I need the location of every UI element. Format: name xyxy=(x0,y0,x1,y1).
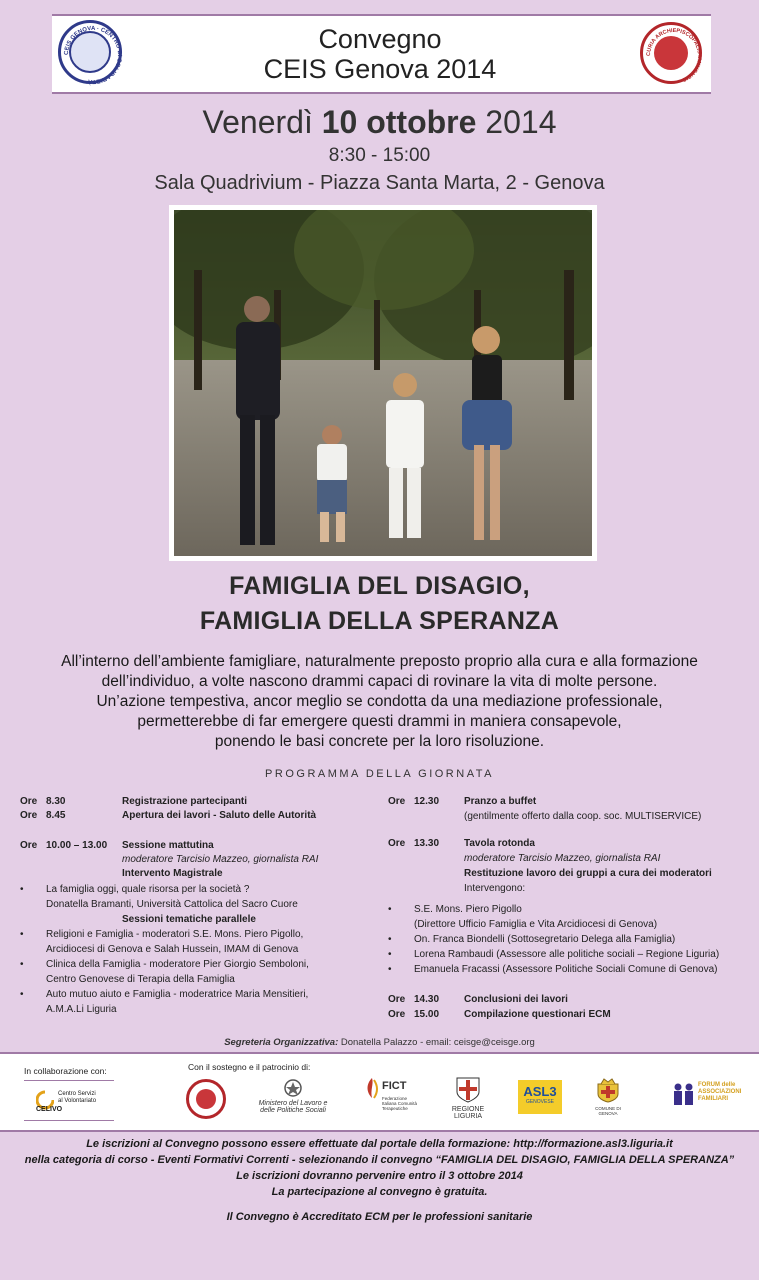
sub-heading: Sessioni tematiche parallele xyxy=(122,914,256,925)
asl3-name: ASL3 xyxy=(523,1084,557,1099)
footer-line: Il Convegno è Accreditato ECM per le professioni sanitarie xyxy=(226,1211,533,1223)
time-label: 12.30 xyxy=(414,796,440,807)
programme-title: PROGRAMMA DELLA GIORNATA xyxy=(265,768,494,780)
event-time: 8:30 - 15:00 xyxy=(328,145,431,166)
celivo-text: Centro Servizi al Volontariato xyxy=(58,1091,97,1104)
speaker-item: • S.E. Mons. Piero Pigollo xyxy=(414,902,522,917)
event-label: Pranzo a buffet xyxy=(464,796,537,807)
footer-line: Le iscrizioni dovranno pervenire entro il 3 ottobre 2014 xyxy=(236,1170,523,1182)
schedule-right xyxy=(388,794,748,1024)
celivo-logo xyxy=(30,1088,120,1116)
session-item-detail: Centro Genovese di Terapia della Famiglia xyxy=(46,974,235,985)
family-photo xyxy=(174,210,592,556)
event-date xyxy=(0,104,759,141)
time-label: 14.30 xyxy=(414,994,440,1005)
secretariat-contact: Donatella Palazzo - email: ceisge@ceisge.org xyxy=(338,1037,535,1048)
ore-label: Ore xyxy=(388,796,406,807)
svg-text:CURIA ARCHIEPISCOPALIS IANUENS: CURIA ARCHIEPISCOPALIS IANUENSIS xyxy=(645,27,703,83)
comune-crest-icon xyxy=(593,1078,623,1104)
ministero-text: Ministero del Lavoro e delle Politiche Sociali xyxy=(258,1100,328,1114)
speaker-item: • On. Franca Biondelli (Sottosegretario Delega alla Famiglia) xyxy=(414,932,675,947)
intro-line: permetterebbe di far emergere questi drammi in maniera consapevole, xyxy=(137,713,622,730)
event-label: Conclusioni dei lavori xyxy=(464,994,568,1005)
date-suffix: 2014 xyxy=(485,104,557,140)
time-label: 15.00 xyxy=(414,1009,440,1020)
time-label: 8.45 xyxy=(46,810,66,821)
fict-name: FICT xyxy=(382,1080,407,1092)
footer-line: La partecipazione al convegno è gratuita. xyxy=(271,1186,488,1198)
speaker-item: • Lorena Rambaudi (Assessore alle politiche sociali – Regione Liguria) xyxy=(414,947,719,962)
ceis-logo-ring-text xyxy=(61,23,125,87)
comune-text: COMUNE DI GENOVA xyxy=(595,1106,621,1116)
secretariat-label: Segreteria Organizzativa: xyxy=(224,1037,339,1048)
ore-label: Ore xyxy=(20,840,38,851)
title-line2: CEIS Genova 2014 xyxy=(263,54,497,84)
headline-line2: FAMIGLIA DELLA SPERANZA xyxy=(199,607,560,635)
session-item: • Clinica della Famiglia - moderatore Pier Giorgio Semboloni, xyxy=(46,957,309,972)
title-line1: Convegno xyxy=(318,24,442,54)
session-item-detail: A.M.A.Li Liguria xyxy=(46,1004,117,1015)
speakers-label: Intervengono: xyxy=(464,883,526,894)
ore-label: Ore xyxy=(388,994,406,1005)
ore-label: Ore xyxy=(388,838,406,849)
intro-line: All’interno dell’ambiente famigliare, naturalmente preposto proprio alla cura e alla formazione xyxy=(61,653,698,670)
event-label: Sessione mattutina xyxy=(122,840,214,851)
intro-line: ponendo le basi concrete per la loro risoluzione. xyxy=(214,733,545,750)
curia-logo xyxy=(640,22,702,84)
speaker-item-detail: (Direttore Ufficio Famiglia e Vita Arcidiocesi di Genova) xyxy=(414,919,658,930)
footer-line: Le iscrizioni al Convegno possono essere effettuate dal portale della formazione: http://formazione.asl3.liguria.it xyxy=(86,1138,673,1150)
date-prefix: Venerdì xyxy=(202,104,313,140)
collab-divider xyxy=(24,1120,114,1121)
speaker-item: • Emanuela Fracassi (Assessore Politiche Sociali Comune di Genova) xyxy=(414,962,717,977)
forum-text: FORUM delle ASSOCIAZIONI FAMILIARI xyxy=(698,1082,742,1102)
moderator-label: moderatore Tarcisio Mazzeo, giornalista RAI xyxy=(122,854,319,865)
talk-item: • La famiglia oggi, quale risorsa per la società ? xyxy=(46,882,249,897)
intro-line: dell’individuo, a volte nascono drammi capaci di rovinare la vita di molte persone. xyxy=(101,673,658,690)
ore-label: Ore xyxy=(388,1009,406,1020)
sub-heading: Restituzione lavoro dei gruppi a cura dei moderatori xyxy=(464,868,712,879)
asl3-text: GENOVESE xyxy=(525,1099,555,1105)
talk-item-detail: Donatella Bramanti, Università Cattolica del Sacro Cuore xyxy=(46,899,298,910)
sub-heading: Intervento Magistrale xyxy=(122,868,223,879)
event-note: (gentilmente offerto dalla coop. soc. MULTISERVICE) xyxy=(464,811,702,822)
sponsor-asl3 xyxy=(518,1080,562,1114)
footer-line: nella categoria di corso - Eventi Formativi Correnti - selezionando il convegno “FAMIGLIA DEL DISAGIO, FAMIGLIA DELLA SPERANZA” xyxy=(24,1154,735,1166)
ceis-genova-logo xyxy=(58,20,122,84)
secretariat xyxy=(0,1037,759,1048)
time-label: 13.30 xyxy=(414,838,440,849)
support-label: Con il sostegno e il patrocinio di: xyxy=(188,1062,311,1072)
session-item-detail: Arcidiocesi di Genova e Salah Hussein, IMAM di Genova xyxy=(46,944,299,955)
fict-text: Federazione Italiana Comunità Terapeutiche xyxy=(382,1096,418,1111)
headline-line1: FAMIGLIA DEL DISAGIO, xyxy=(229,572,530,600)
svg-text:CEIS GENOVA · CENTRO DI SOLIDA: CEIS GENOVA · CENTRO DI SOLIDARIETÀ xyxy=(63,25,123,85)
sponsor-curia-logo xyxy=(186,1079,226,1119)
date-bold: 10 ottobre xyxy=(321,104,477,140)
fict-icon xyxy=(364,1076,380,1100)
collab-divider xyxy=(24,1080,114,1081)
intro-text xyxy=(40,652,719,752)
event-label: Apertura dei lavori - Saluto delle Autorità xyxy=(122,810,317,821)
session-item: • Religioni e Famiglia - moderatori S.E. Mons. Piero Pigollo, xyxy=(46,927,303,942)
event-label: Tavola rotonda xyxy=(464,838,535,849)
moderator-label: moderatore Tarcisio Mazzeo, giornalista RAI xyxy=(464,853,661,864)
schedule-left xyxy=(20,794,380,1024)
event-label: Registrazione partecipanti xyxy=(122,796,248,807)
sponsor-regione xyxy=(448,1076,488,1120)
regione-text: REGIONE LIGURIA xyxy=(451,1106,485,1120)
regione-shield-icon xyxy=(455,1076,481,1104)
time-label: 8.30 xyxy=(46,796,66,807)
intro-line: Un’azione tempestiva, ancor meglio se condotta da una mediazione professionale, xyxy=(96,693,663,710)
event-venue: Sala Quadrivium - Piazza Santa Marta, 2 - Genova xyxy=(154,172,605,194)
collab-label: In collaborazione con: xyxy=(24,1066,107,1076)
sponsor-comune xyxy=(586,1078,630,1116)
sponsor-ministero xyxy=(258,1078,328,1114)
emblem-icon xyxy=(283,1078,303,1098)
curia-logo-ring-text xyxy=(643,25,705,87)
celivo-name: CELIVO xyxy=(36,1106,63,1113)
event-label: Compilazione questionari ECM xyxy=(464,1009,611,1020)
session-item: • Auto mutuo aiuto e Famiglia - moderatrice Maria Mensitieri, xyxy=(46,987,308,1002)
ore-label: Ore xyxy=(20,796,38,807)
time-label: 10.00 – 13.00 xyxy=(46,840,108,851)
forum-family-icon xyxy=(672,1082,696,1108)
ore-label: Ore xyxy=(20,810,38,821)
